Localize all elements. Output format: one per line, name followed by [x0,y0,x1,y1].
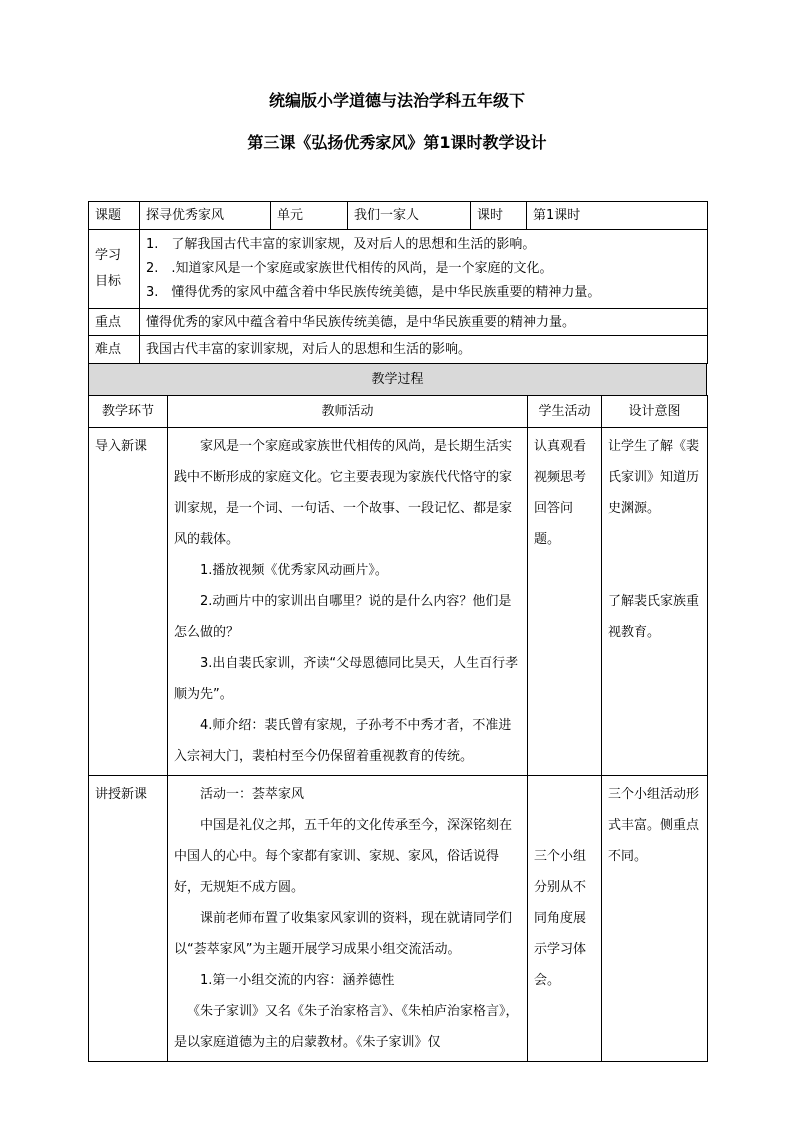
student-cell [528,776,602,1062]
intent-cell [602,776,708,1062]
topic-label: 课题 [89,202,140,230]
difficulty-label: 难点 [89,336,140,364]
goal-item: 3. 懂得优秀的家风中蕴含着中华民族传统美德，是中华民族重要的精神力量。 [146,285,601,300]
topic-value: 探寻优秀家风 [140,202,271,230]
teacher-paragraph: 课前老师布置了收集家风家训的资料，现在就请同学们以“荟萃家风”为主题开展学习成果小组交流活动。 [174,911,513,957]
student-activity: 认真观看视频思考回答问题。 [534,439,587,547]
stage-cell [89,428,168,776]
goals-label-text: 学习目标 [95,248,122,289]
key-label: 重点 [89,309,140,336]
teacher-paragraph: 1.播放视频《优秀家风动画片》。 [200,563,388,578]
teacher-paragraph: 4.师介绍：裴氏曾有家规，子孙考不中秀才者，不准进入宗祠大门，裴柏村至今仍保留着重视教育的传统。 [174,718,512,764]
unit-label: 单元 [271,202,348,230]
stage-label: 讲授新课 [95,787,148,802]
period-value: 第1课时 [527,202,708,230]
teacher-paragraph: 3.出自裴氏家训，齐读“父母恩德同比昊天，人生百行孝顺为先”。 [174,656,519,702]
teacher-paragraph: 家风是一个家庭或家族世代相传的风尚，是长期生活实践中不断形成的家庭文化。它主要表现为家族代代恪守的家训家规，是一个词、一句话、一个故事、一段记忆、都是家风的载体。 [174,439,513,547]
process-table [88,395,708,1062]
goal-item: 1. 了解我国古代丰富的家训家规，及对后人的思想和生活的影响。 [146,237,536,252]
goals-cell [140,230,708,309]
unit-value: 我们一家人 [348,202,471,230]
difficulty-value: 我国古代丰富的家训家规，对后人的思想和生活的影响。 [140,336,708,364]
col-student-header: 学生活动 [528,396,602,428]
goals-label [89,230,140,309]
teacher-paragraph: 中国是礼仪之邦，五千年的文化传承至今，深深铭刻在中国人的心中。每个家都有家训、家规、家风，俗话说得好，无规矩不成方圆。 [174,818,513,895]
design-intent: 了解裴氏家族重视教育。 [608,594,700,640]
period-label: 课时 [471,202,527,230]
goal-item: 2. .知道家风是一个家庭或家族世代相传的风尚，是一个家庭的文化。 [146,261,553,276]
process-heading: 教学过程 [89,364,707,396]
teacher-paragraph: 《朱子家训》又名《朱子治家格言》、《朱柏庐治家格言》，是以家庭道德为主的启蒙教材。《朱子家训》仅 [174,1004,519,1050]
lesson-title: 第三课《弘扬优秀家风》第1课时教学设计 [247,133,547,152]
teacher-paragraph: 1.第一小组交流的内容：涵养德性 [200,973,395,988]
lesson-info-table [88,201,708,364]
intent-cell [602,428,708,776]
design-intent: 三个小组活动形式丰富。侧重点不同。 [608,787,700,864]
process-heading-table [88,363,707,396]
teacher-paragraph: 2.动画片中的家训出自哪里？说的是什么内容？他们是怎么做的？ [174,594,512,640]
teacher-cell [168,428,528,776]
document-title: 统编版小学道德与法治学科五年级下 [268,91,525,110]
col-teacher-header: 教师活动 [168,396,528,428]
design-intent: 让学生了解《裴氏家训》知道历史渊源。 [608,439,700,516]
col-stage-header: 教学环节 [89,396,168,428]
teacher-paragraph: 活动一：荟萃家风 [200,787,305,802]
key-value: 懂得优秀的家风中蕴含着中华民族传统美德，是中华民族重要的精神力量。 [140,309,708,336]
stage-cell [89,776,168,1062]
student-activity: 三个小组分别从不同角度展示学习体会。 [534,849,587,988]
stage-label: 导入新课 [95,439,148,454]
teacher-cell [168,776,528,1062]
col-intent-header: 设计意图 [602,396,708,428]
student-cell [528,428,602,776]
